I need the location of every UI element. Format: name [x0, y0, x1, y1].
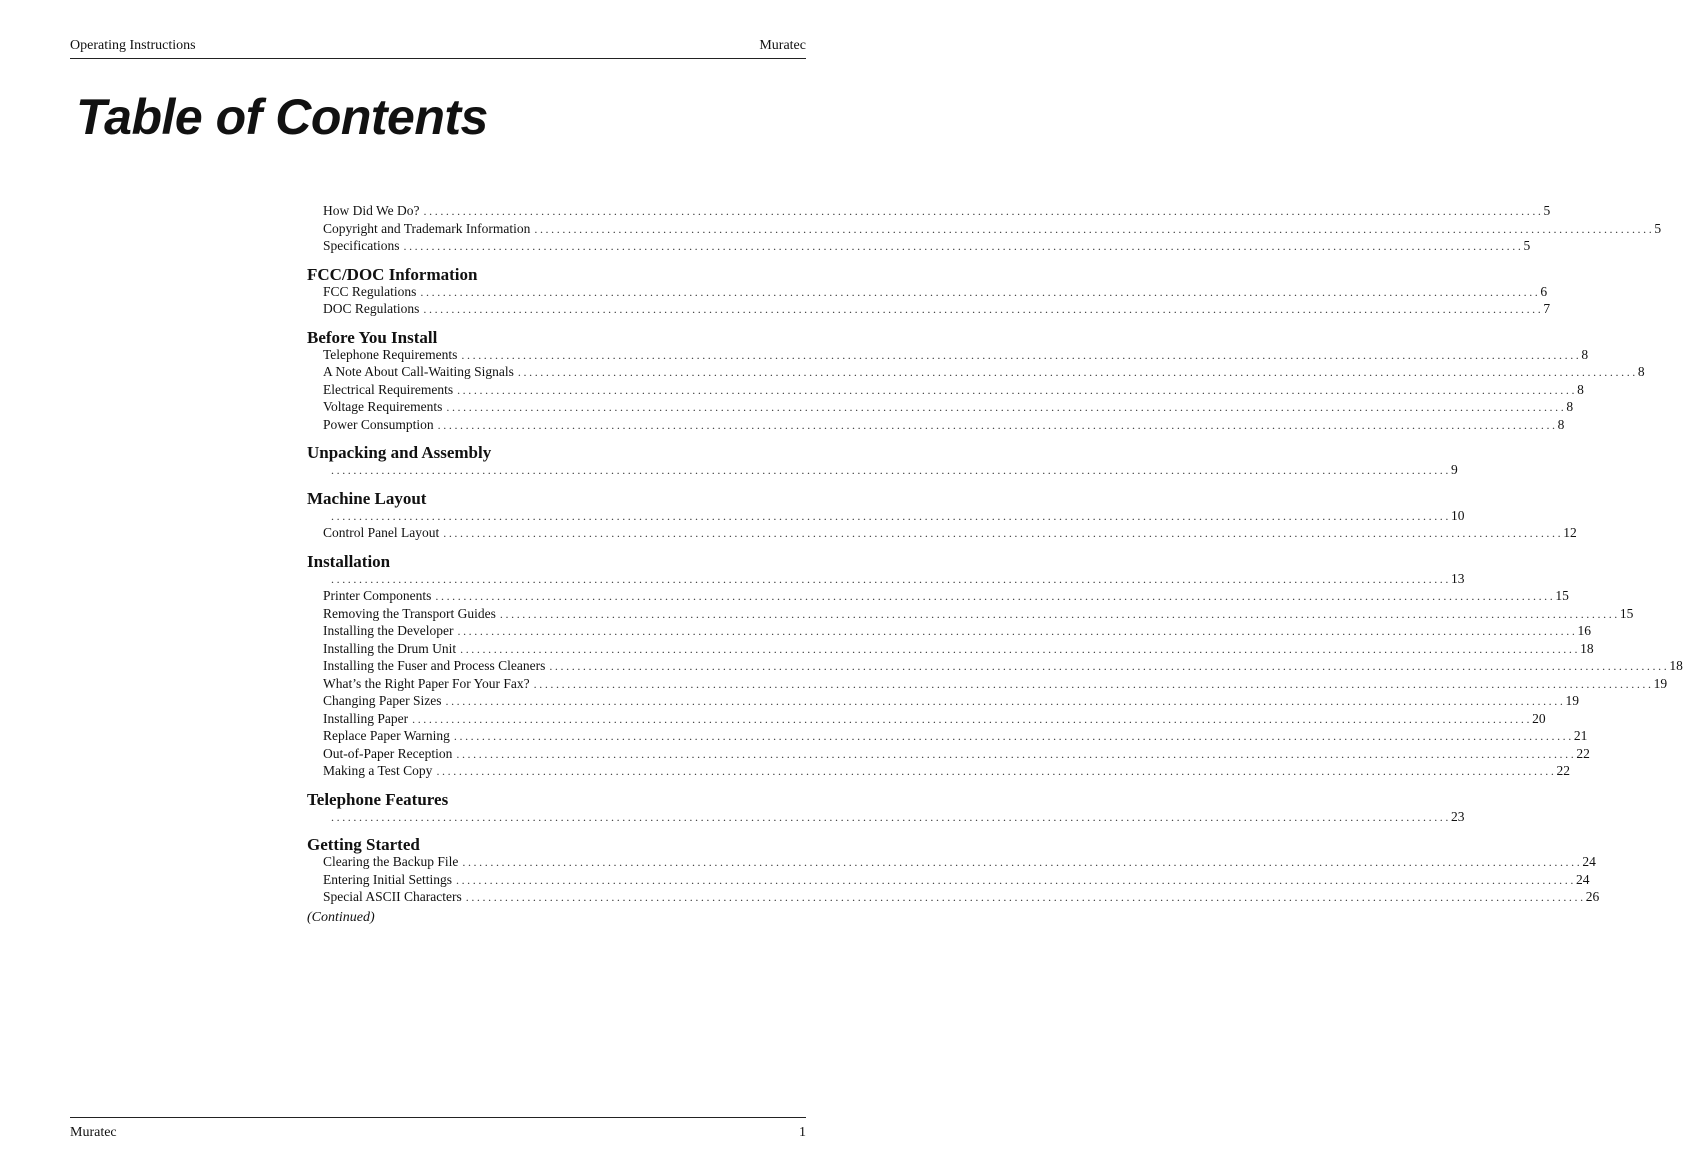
toc-entry-label: Installing Paper — [323, 710, 409, 726]
toc-entry — [307, 346, 1589, 365]
toc-section-heading: Installation — [307, 551, 391, 571]
footer-brand: Muratec — [70, 1125, 117, 1140]
toc-entry — [307, 220, 1662, 239]
toc-entry-label: Power Consumption — [323, 416, 434, 432]
toc-section-heading: Before You Install — [307, 327, 438, 347]
toc-entry-page: 24 — [1582, 854, 1596, 869]
toc-entry-page: 15 — [1619, 605, 1634, 621]
toc-entry-page: 5 — [1543, 203, 1551, 218]
toc-section-heading: Unpacking and Assembly — [307, 443, 492, 462]
toc-dot-leader: ........................................................................................................................................................................................................ — [499, 606, 1620, 621]
toc-entry-label: Control Panel Layout — [323, 525, 440, 540]
toc-entry-label: Removing the Transport Guides — [323, 605, 496, 621]
toc-dot-leader: ........................................................................................................................................................................................................ — [331, 508, 1451, 523]
toc-dot-leader: ........................................................................................................................................................................................................ — [435, 589, 1556, 603]
toc-entry — [307, 693, 1579, 711]
toc-entry-page: 22 — [1576, 745, 1590, 761]
toc-entry-label: Replace Paper Warning — [323, 728, 450, 743]
toc-entry-page: 20 — [1532, 710, 1546, 726]
toc-entry-label: Printer Components — [323, 588, 432, 603]
page-title: Table of Contents — [76, 89, 488, 145]
toc-entry-page: 6 — [1540, 283, 1548, 299]
toc-entry — [307, 745, 1590, 764]
toc-dot-leader: ........................................................................................................................................................................................................ — [412, 711, 1533, 726]
toc-dot-leader: ........................................................................................................................................................................................................ — [403, 239, 1524, 253]
toc-entry-page: 9 — [1451, 462, 1458, 477]
toc-entry-page: 22 — [1556, 763, 1570, 778]
toc-dot-leader: ........................................................................................................................................................................................................ — [517, 365, 1638, 379]
toc-entry — [307, 871, 1590, 890]
toc-entry-page: 18 — [1580, 640, 1594, 656]
toc-dot-leader: ........................................................................................................................................................................................................ — [460, 641, 1581, 656]
toc-dot-leader: ........................................................................................................................................................................................................ — [437, 417, 1558, 432]
toc-dot-leader: ........................................................................................................................................................................................................ — [534, 221, 1655, 236]
toc-dot-leader: ........................................................................................................................................................................................................ — [446, 400, 1567, 414]
toc-dot-leader: ........................................................................................................................................................................................................ — [462, 855, 1583, 869]
toc-entry — [307, 525, 1577, 543]
toc-entry — [307, 416, 1565, 435]
toc-entry-label: Specifications — [323, 238, 400, 253]
toc-dot-leader: ........................................................................................................................................................................................................ — [445, 694, 1566, 708]
table-of-contents — [307, 203, 1683, 907]
toc-entry-page: 24 — [1575, 871, 1590, 887]
toc-dot-leader: ........................................................................................................................................................................................................ — [455, 872, 1576, 887]
toc-entry — [307, 889, 1600, 907]
toc-entry-label: Clearing the Backup File — [323, 854, 459, 869]
toc-entry-page: 8 — [1566, 399, 1574, 414]
toc-entry-label: DOC Regulations — [323, 301, 420, 316]
toc-entry-label: Installing the Drum Unit — [323, 640, 457, 656]
toc-section-heading: Telephone Features — [307, 789, 449, 809]
toc-entry-page: 8 — [1557, 416, 1565, 432]
toc-entry-label: Making a Test Copy — [323, 763, 433, 778]
toc-entry — [307, 640, 1594, 659]
toc-dot-leader: ........................................................................................................................................................................................................ — [423, 302, 1544, 316]
toc-entry-label: Changing Paper Sizes — [323, 693, 442, 708]
page-header — [70, 38, 806, 59]
toc-dot-leader: ........................................................................................................................................................................................................ — [331, 463, 1451, 477]
toc-entry — [307, 675, 1668, 694]
toc-entry-page: 7 — [1543, 301, 1551, 316]
toc-dot-leader: ........................................................................................................................................................................................................ — [423, 204, 1544, 218]
toc-entry-page: 10 — [1451, 507, 1465, 523]
toc-dot-leader: ........................................................................................................................................................................................................ — [331, 571, 1451, 586]
toc-entry-page: 16 — [1577, 623, 1591, 638]
toc-entry-page: 21 — [1573, 728, 1588, 743]
toc-entry — [307, 623, 1591, 641]
toc-entry-label: Installing the Developer — [323, 623, 454, 638]
toc-dot-leader: ........................................................................................................................................................................................................ — [549, 659, 1670, 673]
toc-entry — [307, 283, 1548, 302]
toc-entry-page: 12 — [1563, 525, 1577, 540]
toc-entry — [307, 710, 1546, 729]
header-brand: Muratec — [759, 38, 806, 53]
toc-entry-page: 13 — [1451, 570, 1465, 586]
toc-entry-label: Entering Initial Settings — [323, 871, 452, 887]
toc-entry-label: Installing the Fuser and Process Cleaners — [323, 658, 546, 673]
toc-entry-page: 5 — [1523, 238, 1531, 253]
toc-entry — [307, 507, 1465, 526]
toc-entry-page: 18 — [1669, 658, 1683, 673]
toc-entry — [307, 364, 1645, 382]
toc-entry — [307, 658, 1683, 676]
toc-entry — [307, 728, 1588, 746]
toc-entry — [307, 462, 1458, 480]
toc-entry — [307, 605, 1634, 624]
toc-dot-leader: ........................................................................................................................................................................................................ — [331, 809, 1451, 824]
toc-entry-label: Telephone Requirements — [323, 346, 458, 362]
toc-entry — [307, 203, 1551, 221]
toc-dot-leader: ........................................................................................................................................................................................................ — [420, 284, 1541, 299]
toc-entry-page: 23 — [1451, 808, 1465, 824]
toc-entry-label: Voltage Requirements — [323, 399, 443, 414]
toc-entry-label: Copyright and Trademark Information — [323, 220, 531, 236]
toc-entry — [307, 301, 1551, 319]
toc-section-heading: FCC/DOC Information — [307, 264, 478, 284]
toc-entry-label: Electrical Requirements — [323, 381, 454, 397]
toc-section-heading: Getting Started — [307, 835, 420, 854]
toc-entry-label: How Did We Do? — [323, 203, 420, 218]
toc-section-heading: Machine Layout — [307, 488, 427, 508]
toc-entry — [307, 381, 1584, 400]
page-footer — [70, 1117, 806, 1140]
toc-entry-label: FCC Regulations — [323, 283, 417, 299]
toc-entry — [307, 588, 1569, 606]
toc-entry-page: 8 — [1581, 346, 1589, 362]
toc-entry — [307, 763, 1570, 781]
toc-dot-leader: ........................................................................................................................................................................................................ — [453, 729, 1574, 743]
toc-entry — [307, 238, 1531, 256]
toc-dot-leader: ........................................................................................................................................................................................................ — [465, 890, 1586, 904]
toc-entry-page: 15 — [1555, 588, 1569, 603]
toc-dot-leader: ........................................................................................................................................................................................................ — [457, 624, 1578, 638]
toc-dot-leader: ........................................................................................................................................................................................................ — [456, 746, 1577, 761]
page-number: 1 — [799, 1125, 806, 1140]
toc-entry-page: 19 — [1653, 675, 1668, 691]
toc-entry — [307, 808, 1465, 827]
toc-entry-label: Out-of-Paper Reception — [323, 745, 453, 761]
toc-entry-page: 5 — [1654, 220, 1662, 236]
continued-note: (Continued) — [307, 910, 375, 925]
toc-entry — [307, 854, 1596, 872]
toc-entry-page: 26 — [1585, 889, 1600, 904]
header-document-title: Operating Instructions — [70, 38, 196, 53]
toc-dot-leader: ........................................................................................................................................................................................................ — [436, 764, 1557, 778]
toc-dot-leader: ........................................................................................................................................................................................................ — [457, 382, 1578, 397]
toc-dot-leader: ........................................................................................................................................................................................................ — [461, 347, 1582, 362]
toc-dot-leader: ........................................................................................................................................................................................................ — [443, 526, 1564, 540]
toc-entry-page: 8 — [1577, 381, 1584, 397]
toc-entry — [307, 399, 1574, 417]
toc-entry-label: Special ASCII Characters — [323, 889, 462, 904]
toc-entry-label: What’s the Right Paper For Your Fax? — [323, 675, 530, 691]
toc-entry-label: A Note About Call-Waiting Signals — [323, 364, 514, 379]
toc-entry-page: 19 — [1565, 693, 1579, 708]
toc-entry-page: 8 — [1637, 364, 1645, 379]
toc-dot-leader: ........................................................................................................................................................................................................ — [533, 676, 1654, 691]
toc-entry — [307, 570, 1465, 589]
